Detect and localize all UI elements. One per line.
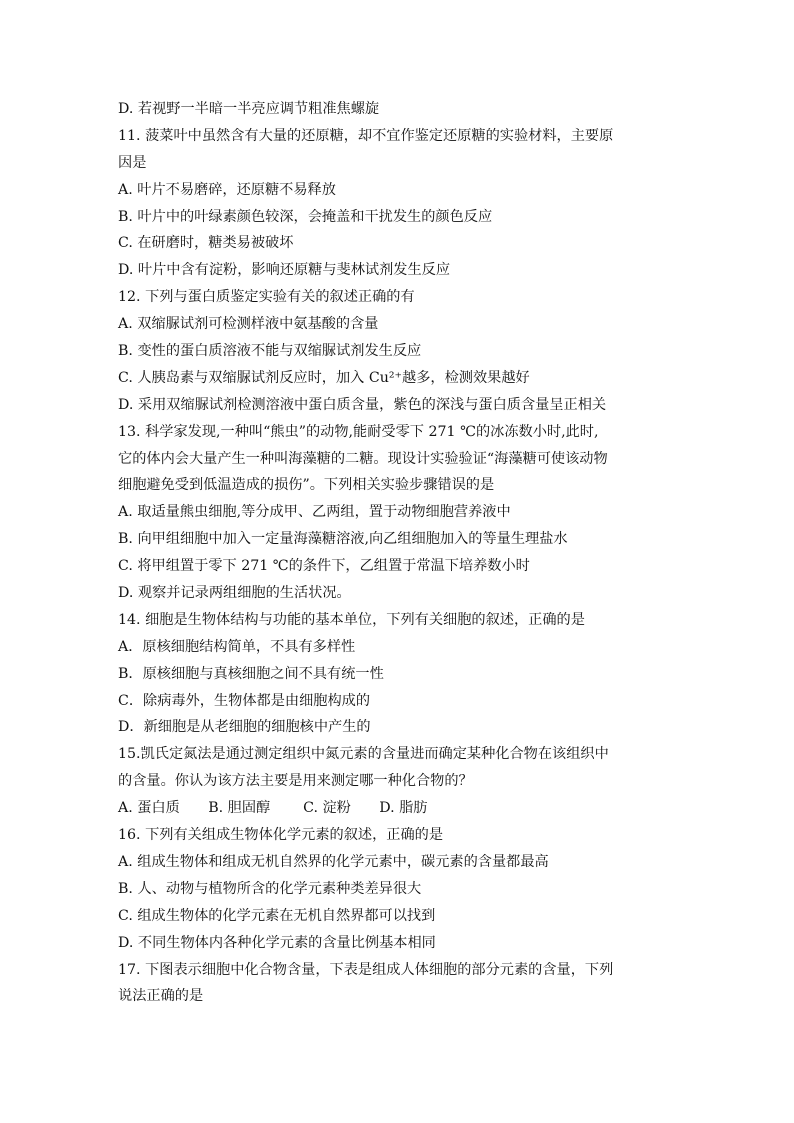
question-17-stem: 17. 下图表示细胞中化合物含量，下表是组成人体细胞的部分元素的含量，下列 xyxy=(118,961,614,978)
question-16-option-b: B. 人、动物与植物所含的化学元素种类差异很大 xyxy=(118,880,422,897)
question-14-option-c: C．除病毒外，生物体都是由细胞构成的 xyxy=(118,692,371,709)
question-13-option-c: C. 将甲组置于零下 271 ℃的条件下，乙组置于常温下培养数小时 xyxy=(118,558,530,575)
question-11-option-a: A. 叶片不易磨碎，还原糖不易释放 xyxy=(118,181,336,198)
question-12-option-a: A. 双缩脲试剂可检测样液中氨基酸的含量 xyxy=(118,316,379,333)
question-13-option-a: A. 取适量熊虫细胞,等分成甲、乙两组，置于动物细胞营养液中 xyxy=(118,504,511,521)
question-11-option-d: D. 叶片中含有淀粉，影响还原糖与斐林试剂发生反应 xyxy=(118,262,451,279)
question-11-stem-cont: 因是 xyxy=(118,154,147,171)
question-12-option-d: D. 采用双缩脲试剂检测溶液中蛋白质含量，紫色的深浅与蛋白质含量呈正相关 xyxy=(118,396,607,413)
question-12-option-c: C. 人胰岛素与双缩脲试剂反应时，加入 Cu²⁺越多，检测效果越好 xyxy=(118,369,530,386)
question-12-option-b: B. 变性的蛋白质溶液不能与双缩脲试剂发生反应 xyxy=(118,343,422,360)
question-15-stem-cont: 的含量。你认为该方法主要是用来测定哪一种化合物的？ xyxy=(118,773,473,790)
question-13-stem-cont: 细胞避免受到低温造成的损伤”。下列相关实验步骤错误的是 xyxy=(118,477,495,494)
question-11-option-c: C. 在研磨时，糖类易被破坏 xyxy=(118,235,294,252)
question-12-stem: 12. 下列与蛋白质鉴定实验有关的叙述正确的有 xyxy=(118,289,415,306)
question-16-option-d: D. 不同生物体内各种化学元素的含量比例基本相同 xyxy=(118,934,436,951)
question-14-stem: 14. 细胞是生物体结构与功能的基本单位，下列有关细胞的叙述，正确的是 xyxy=(118,611,585,628)
question-14-option-d: D．新细胞是从老细胞的细胞核中产生的 xyxy=(118,719,371,736)
question-11-option-b: B. 叶片中的叶绿素颜色较深，会掩盖和干扰发生的颜色反应 xyxy=(118,208,493,225)
document-page xyxy=(118,96,678,1010)
question-15-options: A. 蛋白质 B. 胆固醇 C. 淀粉 D. 脂肪 xyxy=(118,800,428,817)
question-10-option-d: D. 若视野一半暗一半亮应调节粗准焦螺旋 xyxy=(118,101,380,117)
question-13-stem: 13. 科学家发现,一种叫“熊虫”的动物,能耐受零下 271 ℃的冰冻数小时,此时, xyxy=(118,423,599,440)
question-16-option-a: A. 组成生物体和组成无机自然界的化学元素中，碳元素的含量都最高 xyxy=(118,853,549,870)
question-11-stem: 11. 菠菜叶中虽然含有大量的还原糖，却不宜作鉴定还原糖的实验材料，主要原 xyxy=(118,127,614,144)
question-16-option-c: C. 组成生物体的化学元素在无机自然界都可以找到 xyxy=(118,907,436,924)
question-13-stem-cont: 它的体内会大量产生一种叫海藻糖的二糖。现设计实验验证“海藻糖可使该动物 xyxy=(118,450,608,467)
question-13-option-b: B. 向甲组细胞中加入一定量海藻糖溶液,向乙组细胞加入的等量生理盐水 xyxy=(118,531,568,548)
question-13-option-d: D. 观察并记录两组细胞的生活状况。 xyxy=(118,585,351,602)
question-17-stem-cont: 说法正确的是 xyxy=(118,988,204,1005)
question-16-stem: 16. 下列有关组成生物体化学元素的叙述，正确的是 xyxy=(118,827,444,844)
question-14-option-a: A．原核细胞结构简单，不具有多样性 xyxy=(118,638,356,655)
question-14-option-b: B．原核细胞与真核细胞之间不具有统一性 xyxy=(118,665,384,682)
question-15-stem: 15.凯氏定氮法是通过测定组织中氮元素的含量进而确定某种化合物在该组织中 xyxy=(118,746,609,763)
